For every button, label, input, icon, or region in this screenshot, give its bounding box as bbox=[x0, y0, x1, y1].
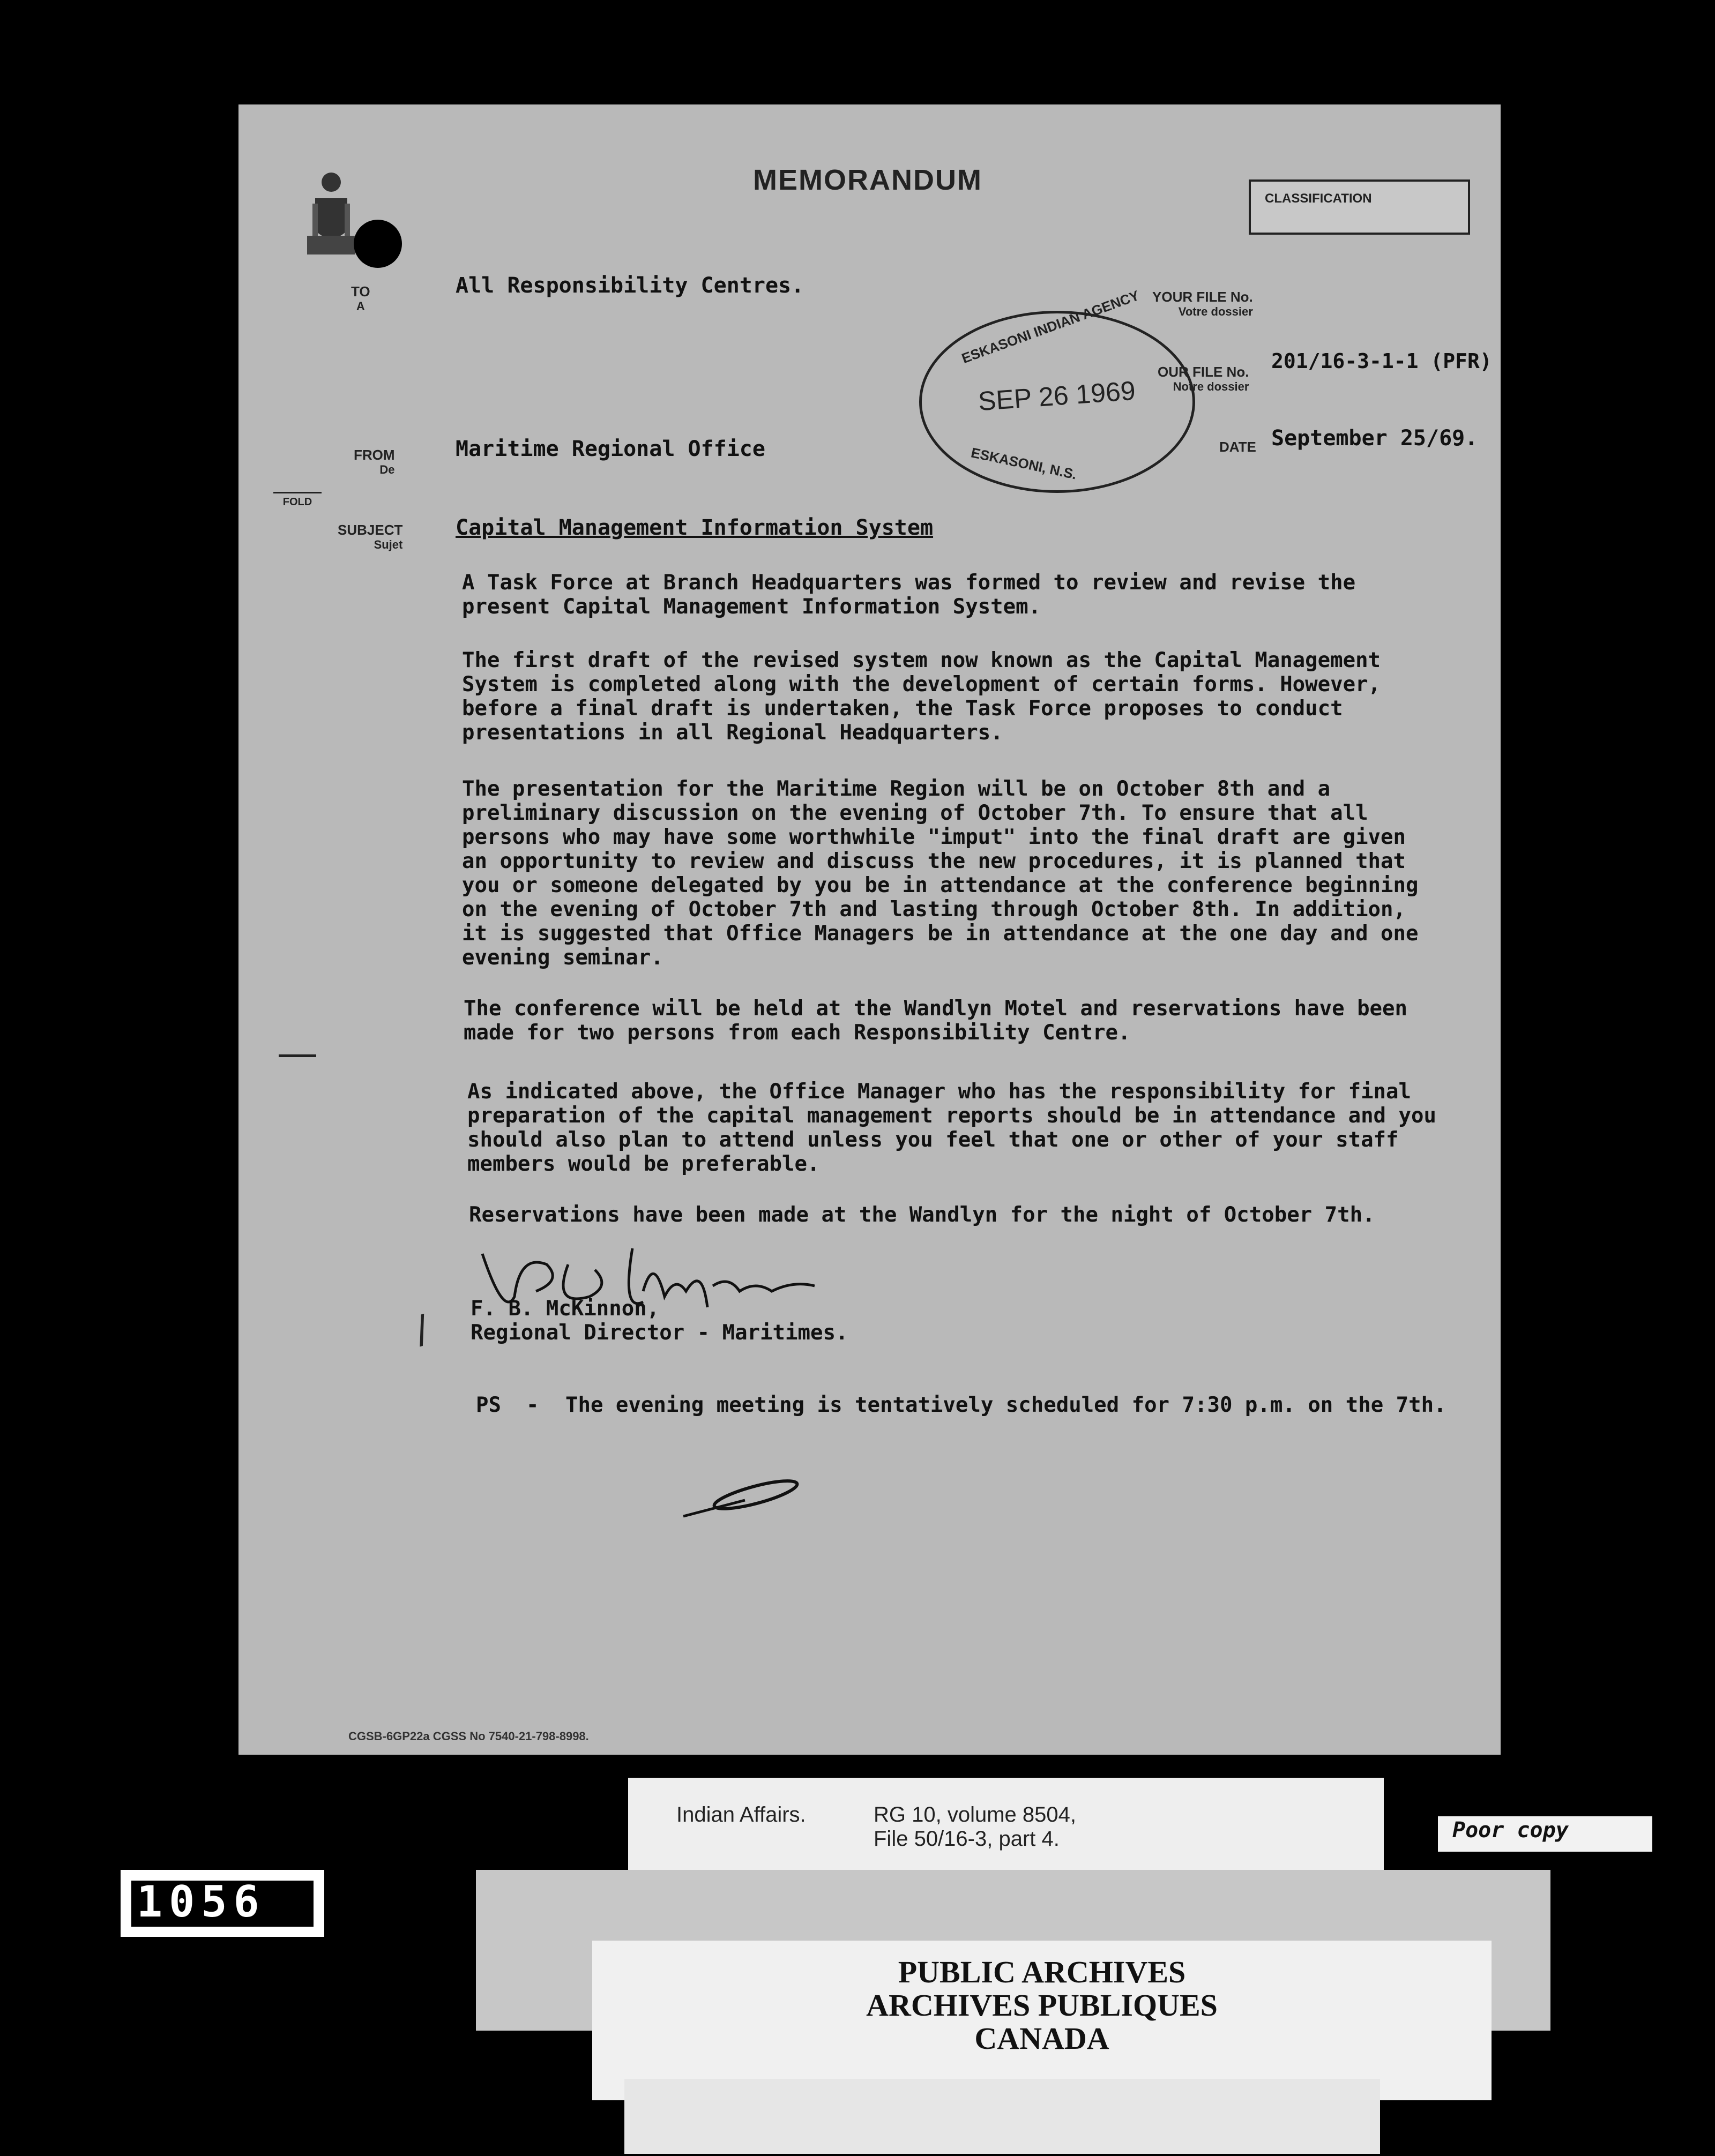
date-value: September 25/69. bbox=[1271, 426, 1478, 451]
to-label-fr: A bbox=[356, 300, 365, 313]
your-file-label-fr: Votre dossier bbox=[1178, 305, 1253, 318]
text-line: evening seminar. bbox=[462, 946, 663, 970]
coat-of-arms-icon bbox=[304, 166, 358, 265]
subject-label bbox=[338, 522, 402, 552]
collection-name: Indian Affairs. bbox=[676, 1803, 806, 1826]
archive-bottom-card bbox=[624, 2079, 1380, 2154]
our-file-value: 201/16-3-1-1 (PFR) bbox=[1271, 349, 1492, 373]
institution-country: CANADA bbox=[974, 2021, 1109, 2056]
institution-label bbox=[592, 1956, 1492, 2055]
text-line: System is completed along with the development of certain forms. However, bbox=[462, 672, 1381, 697]
paragraph-4 bbox=[464, 997, 1407, 1045]
text-line: you or someone delegated by you be in attendance at the conference beginning bbox=[462, 873, 1419, 897]
from-label bbox=[354, 447, 395, 477]
from-value: Maritime Regional Office bbox=[456, 437, 765, 461]
stamp-bottom-text: ESKASONI, N.S. bbox=[970, 444, 1078, 483]
text-line: Reservations have been made at the Wandlyn for the night of October 7th. bbox=[469, 1203, 1375, 1227]
fold-label: FOLD bbox=[273, 492, 322, 510]
postscript-label: PS bbox=[476, 1393, 501, 1417]
form-code: CGSB-6GP22a CGSS No 7540-21-798-8998. bbox=[348, 1730, 589, 1743]
to-value: All Responsibility Centres. bbox=[456, 273, 804, 298]
text-line: should also plan to attend unless you feel that one or other of your staff bbox=[467, 1128, 1399, 1152]
text-line: present Capital Management Information System. bbox=[462, 595, 1041, 619]
paragraph-6 bbox=[469, 1203, 1375, 1227]
postscript-text: The evening meeting is tentatively scheduled for 7:30 p.m. on the 7th. bbox=[565, 1393, 1446, 1417]
institution-fr: ARCHIVES PUBLIQUES bbox=[866, 1988, 1218, 2023]
signer-name: F. B. McKinnon, bbox=[471, 1297, 660, 1321]
frame-number: 1056 bbox=[137, 1877, 266, 1927]
text-line: The first draft of the revised system now known as the Capital Management bbox=[462, 648, 1381, 672]
text-line: members would be preferable. bbox=[467, 1152, 820, 1176]
date-label: DATE bbox=[1219, 439, 1256, 455]
ink-mark bbox=[681, 1479, 815, 1522]
reference-line-2: File 50/16-3, part 4. bbox=[874, 1827, 1060, 1851]
classification-label: CLASSIFICATION bbox=[1265, 191, 1372, 206]
our-file-label-fr: Notre dossier bbox=[1173, 380, 1249, 393]
punch-hole bbox=[354, 220, 402, 268]
your-file-label-en: YOUR FILE No. bbox=[1152, 289, 1253, 305]
classification-box bbox=[1249, 179, 1470, 235]
from-label-fr: De bbox=[379, 463, 395, 476]
text-line: A Task Force at Branch Headquarters was formed to review and revise the bbox=[462, 571, 1356, 595]
stamp-top-text: ESKASONI INDIAN AGENCY bbox=[959, 287, 1142, 366]
subject-value: Capital Management Information System bbox=[456, 515, 934, 540]
paragraph-5 bbox=[467, 1080, 1436, 1176]
our-file-label-en: OUR FILE No. bbox=[1158, 364, 1249, 380]
reference-line-1: RG 10, volume 8504, bbox=[874, 1803, 1076, 1826]
text-line: The presentation for the Maritime Region will be on October 8th and a bbox=[462, 777, 1331, 801]
text-line: it is suggested that Office Managers be in attendance at the one day and one bbox=[462, 922, 1419, 946]
subject-label-fr: Sujet bbox=[374, 538, 403, 551]
from-label-en: FROM bbox=[354, 447, 395, 463]
signature-block bbox=[471, 1297, 848, 1345]
to-label bbox=[351, 284, 370, 314]
text-line: preparation of the capital management reports should be in attendance and you bbox=[467, 1104, 1436, 1128]
paragraph-3 bbox=[462, 777, 1418, 970]
text-line: persons who may have some worthwhile "imput" into the final draft are given bbox=[462, 825, 1406, 849]
stamp-date: SEP 26 1969 bbox=[977, 375, 1137, 417]
text-line: made for two persons from each Responsibility Centre. bbox=[464, 1021, 1131, 1045]
your-file-label bbox=[1152, 289, 1253, 319]
subject-label-en: SUBJECT bbox=[338, 522, 403, 538]
poor-copy-note: Poor copy bbox=[1452, 1818, 1569, 1843]
text-line: before a final draft is undertaken, the Task Force proposes to conduct bbox=[462, 697, 1343, 721]
text-line: an opportunity to review and discuss the new procedures, it is planned that bbox=[462, 849, 1406, 873]
text-line: presentations in all Regional Headquarters. bbox=[462, 721, 1003, 745]
text-line: on the evening of October 7th and lasting through October 8th. In addition, bbox=[462, 897, 1406, 922]
text-line: preliminary discussion on the evening of October 7th. To ensure that all bbox=[462, 801, 1368, 825]
postscript-dash: - bbox=[526, 1393, 539, 1417]
check-mark-icon: / bbox=[409, 1306, 434, 1352]
fold-mark bbox=[279, 1054, 316, 1057]
text-line: The conference will be held at the Wandlyn Motel and reservations have been bbox=[464, 997, 1407, 1021]
institution-en: PUBLIC ARCHIVES bbox=[898, 1955, 1186, 1989]
signer-title: Regional Director - Maritimes. bbox=[471, 1321, 848, 1345]
paragraph-1 bbox=[462, 571, 1355, 619]
memo-title: MEMORANDUM bbox=[753, 164, 982, 196]
to-label-en: TO bbox=[351, 283, 370, 300]
text-line: As indicated above, the Office Manager who has the responsibility for final bbox=[467, 1080, 1411, 1104]
paragraph-2 bbox=[462, 648, 1381, 745]
